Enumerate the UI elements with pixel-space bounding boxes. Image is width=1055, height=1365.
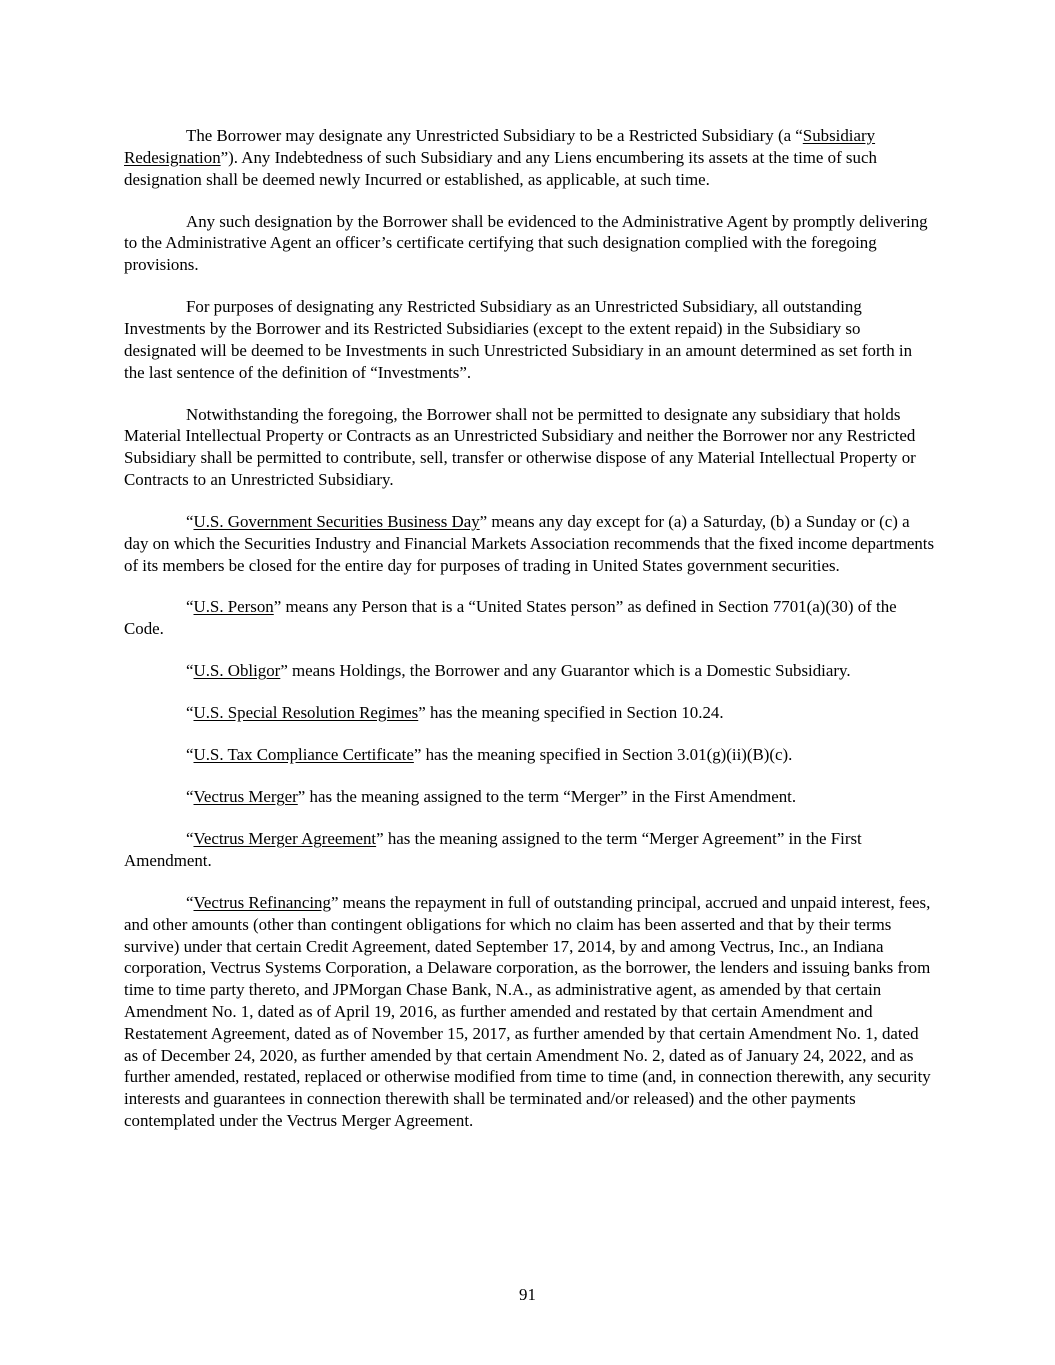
definition-us-special-resolution-regimes: “U.S. Special Resolution Regimes” has the meaning specified in Section 10.24. <box>186 703 724 723</box>
definition-us-government-securities-business-day: “U.S. Government Securities Business Day” means any day except for (a) a Saturday, (b) a Sunday or (c) a day on which the Securities Industry and Financial Markets Association recommends that the fixed income departments of its members be closed for the entire day for purposes of trading in United States government securities. <box>124 511 935 575</box>
definition-us-person: “U.S. Person” means any Person that is a “United States person” as defined in Section 7701(a)(30) of the Code. <box>124 597 897 639</box>
definition-vectrus-refinancing: “Vectrus Refinancing” means the repayment in full of outstanding principal, accrued and unpaid interest, fees, and other amounts (other than contingent obligations for which no claim has been asserted and that by their terms survive) under that certain Credit Agreement, dated September 17, 2014, by and among Vectrus, Inc., an Indiana corporation, Vectrus Systems Corporation, a Delaware corporation, as the borrower, the lenders and issuing banks from time to time party thereto, and JPMorgan Chase Bank, N.A., as administrative agent, as amended by that certain Amendment No. 1, dated as of April 19, 2016, as further amended and restated by that certain Amendment and Restatement Agreement, dated as of November 15, 2017, as further amended by that certain Amendment No. 1, dated as of December 24, 2020, as further amended by that certain Amendment No. 2, dated as of January 24, 2022, and as further amended, restated, replaced or otherwise modified from time to time (and, in connection therewith, any security interests and guarantees in connection therewith shall be terminated and/or released) and the other payments contemplated under the Vectrus Merger Agreement. <box>124 892 931 1130</box>
defined-term: U.S. Tax Compliance Certificate <box>193 745 414 765</box>
defined-term: U.S. Person <box>193 597 274 617</box>
definition-vectrus-merger: “Vectrus Merger” has the meaning assigned to the term “Merger” in the First Amendment. <box>186 787 797 807</box>
defined-term: U.S. Special Resolution Regimes <box>193 703 419 723</box>
definition-us-tax-compliance-certificate: “U.S. Tax Compliance Certificate” has the meaning specified in Section 3.01(g)(ii)(B)(c). <box>186 745 793 765</box>
paragraph-investments: For purposes of designating any Restricted Subsidiary as an Unrestricted Subsidiary, all outstanding Investments by the Borrower and its Restricted Subsidiaries (except to the extent repaid) in the Subsidiary so designated will be deemed to be Investments in such Unrestricted Subsidiary in an amount determined as set forth in the last sentence of the definition of “Investments”. <box>124 297 913 382</box>
defined-term: Subsidiary Redesignation <box>124 126 876 167</box>
defined-term: Vectrus Merger <box>193 787 298 807</box>
paragraph-subsidiary-redesignation: The Borrower may designate any Unrestricted Subsidiary to be a Restricted Subsidiary (a “Subsidiary Redesignation”). Any Indebtedness of such Subsidiary and any Liens encumbering its assets at the time of such designation shall be deemed newly Incurred or established, as applicable, at such time. <box>124 126 877 189</box>
page-number: 91 <box>519 1285 536 1304</box>
paragraph-material-ip: Notwithstanding the foregoing, the Borrower shall not be permitted to designate any subsidiary that holds Material Intellectual Property or Contracts as an Unrestricted Subsidiary and neither the Borrower nor any Restricted Subsidiary shall be permitted to contribute, sell, transfer or otherwise dispose of any Material Intellectual Property or Contracts to an Unrestricted Subsidiary. <box>124 404 916 489</box>
definition-us-obligor: “U.S. Obligor” means Holdings, the Borrower and any Guarantor which is a Domestic Subsidiary. <box>186 661 851 681</box>
defined-term: Vectrus Merger Agreement <box>193 829 377 849</box>
defined-term: U.S. Obligor <box>193 661 281 681</box>
document-body <box>124 125 936 1152</box>
paragraph-designation-evidence: Any such designation by the Borrower shall be evidenced to the Administrative Agent by promptly delivering to the Administrative Agent an officer’s certificate certifying that such designation complied with the foregoing provisions. <box>124 211 928 275</box>
defined-term: Vectrus Refinancing <box>193 892 331 912</box>
defined-term: U.S. Government Securities Business Day <box>193 511 480 531</box>
definition-vectrus-merger-agreement: “Vectrus Merger Agreement” has the meaning assigned to the term “Merger Agreement” in the First Amendment. <box>124 829 862 870</box>
